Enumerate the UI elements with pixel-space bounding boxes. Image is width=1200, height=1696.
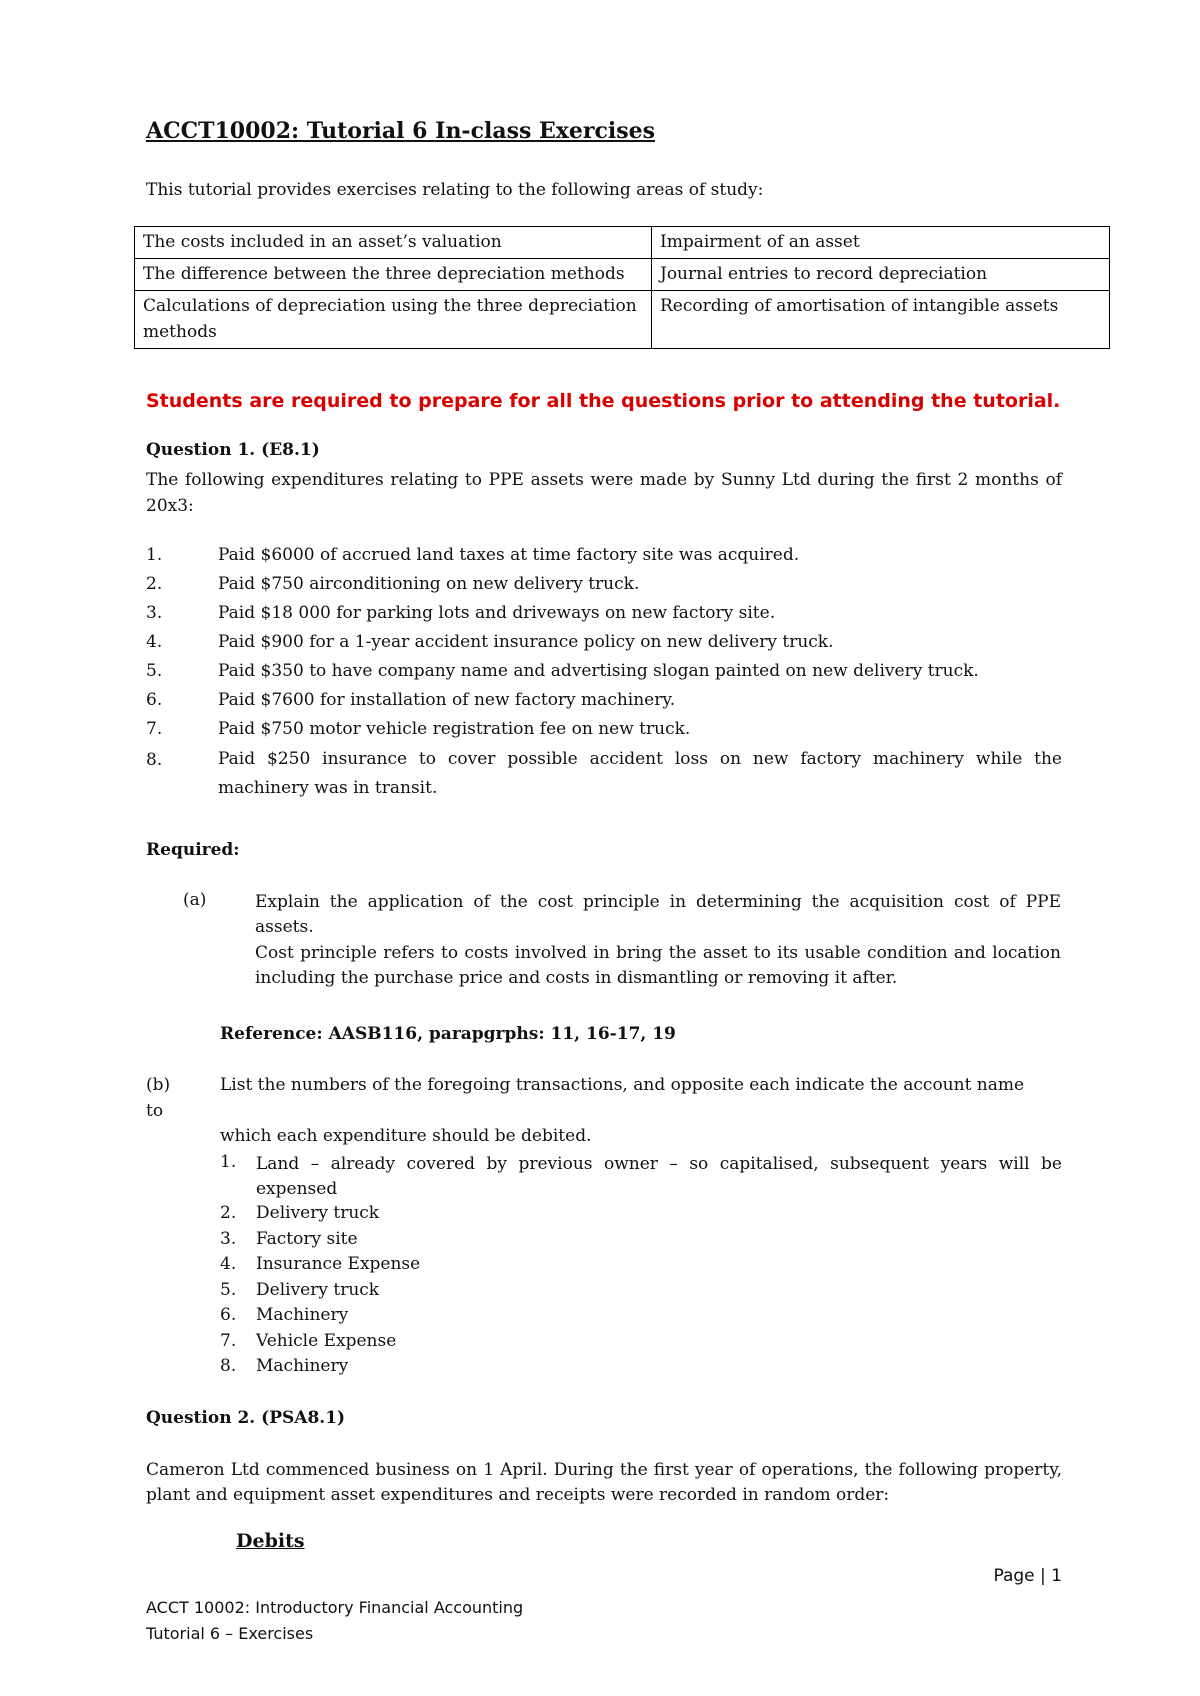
table-cell: Journal entries to record depreciation: [652, 259, 1110, 291]
question-1-heading: Question 1. (E8.1): [146, 440, 320, 460]
page-title: ACCT10002: Tutorial 6 In-class Exercises: [146, 118, 655, 144]
reference-text: Reference: AASB116, parapgrphs: 11, 16-17, 19: [220, 1024, 676, 1044]
part-b-text: List the numbers of the foregoing transactions, and opposite each indicate the account name: [220, 1075, 1025, 1095]
question-2-heading: Question 2. (PSA8.1): [146, 1408, 346, 1428]
item-text: Machinery: [256, 1305, 349, 1325]
table-cell: Impairment of an asset: [652, 227, 1110, 259]
item-number: 2.: [146, 574, 163, 594]
part-a-text: Explain the application of the cost principle in determining the acquisition cost of PPE assets.: [255, 892, 1061, 937]
item-number: 4.: [146, 632, 163, 652]
item-text: Machinery: [256, 1356, 349, 1376]
item-text: Paid $6000 of accrued land taxes at time factory site was acquired.: [218, 545, 800, 565]
item-text: Paid $900 for a 1-year accident insurance policy on new delivery truck.: [218, 632, 834, 652]
item-number: 8.: [146, 750, 163, 770]
item-number: 5.: [146, 661, 163, 681]
item-number: 4.: [220, 1254, 237, 1274]
footer-tutorial-title: Tutorial 6 – Exercises: [146, 1624, 314, 1643]
item-text: Paid $250 insurance to cover possible accident loss on new factory machinery while the machinery was in transit.: [218, 749, 1062, 798]
part-b-label-continued: to: [146, 1101, 164, 1121]
intro-text: This tutorial provides exercises relating to the following areas of study:: [146, 180, 764, 200]
table-row: [135, 227, 1110, 259]
item-text: Insurance Expense: [256, 1254, 421, 1274]
item-number: 2.: [220, 1203, 237, 1223]
item-number: 5.: [220, 1280, 237, 1300]
table-row: [135, 291, 1110, 349]
question-2-text: Cameron Ltd commenced business on 1 April. During the first year of operations, the following property, plant and equipment asset expenditures and receipts were recorded in random order:: [146, 1460, 1062, 1505]
item-text: Paid $350 to have company name and advertising slogan painted on new delivery truck.: [218, 661, 979, 681]
item-text: Paid $7600 for installation of new factory machinery.: [218, 690, 676, 710]
part-a-label: (a): [183, 890, 207, 910]
question-1-text: The following expenditures relating to PPE assets were made by Sunny Ltd during the first 2 months of 20x3:: [146, 470, 1062, 516]
table-cell: Recording of amortisation of intangible assets: [652, 291, 1110, 349]
footer-course-title: ACCT 10002: Introductory Financial Accounting: [146, 1598, 524, 1617]
table-cell: The costs included in an asset’s valuation: [135, 227, 652, 259]
item-number: 8.: [220, 1356, 237, 1376]
item-text: Vehicle Expense: [256, 1331, 397, 1351]
table-row: [135, 259, 1110, 291]
item-text: Delivery truck: [256, 1280, 380, 1300]
item-text: Paid $18 000 for parking lots and driveways on new factory site.: [218, 603, 776, 623]
item-number: 6.: [146, 690, 163, 710]
item-number: 6.: [220, 1305, 237, 1325]
required-heading: Required:: [146, 840, 240, 860]
item-number: 7.: [220, 1331, 237, 1351]
preparation-notice: Students are required to prepare for all the questions prior to attending the tutorial.: [146, 390, 1061, 412]
item-text: Delivery truck: [256, 1203, 380, 1223]
part-b-label: (b): [146, 1075, 171, 1095]
item-text: Factory site: [256, 1229, 358, 1249]
part-a-answer: Cost principle refers to costs involved in bring the asset to its usable condition and location including the purchase price and costs in dismantling or removing it after.: [255, 943, 1061, 988]
part-b-text-continued: which each expenditure should be debited.: [220, 1126, 592, 1146]
item-number: 7.: [146, 719, 163, 739]
table-cell: Calculations of depreciation using the three depreciation methods: [135, 291, 652, 349]
item-number: 1.: [146, 545, 163, 565]
page-number: Page | 1: [993, 1566, 1062, 1586]
item-text: Paid $750 motor vehicle registration fee on new truck.: [218, 719, 691, 739]
topics-table: [134, 226, 1110, 349]
item-number: 3.: [220, 1229, 237, 1249]
item-text: Paid $750 airconditioning on new delivery truck.: [218, 574, 640, 594]
table-cell: The difference between the three depreciation methods: [135, 259, 652, 291]
item-number: 1.: [220, 1152, 237, 1172]
item-number: 3.: [146, 603, 163, 623]
debits-heading: Debits: [236, 1530, 305, 1552]
item-text: Land – already covered by previous owner – so capitalised, subsequent years will be expensed: [256, 1154, 1062, 1199]
